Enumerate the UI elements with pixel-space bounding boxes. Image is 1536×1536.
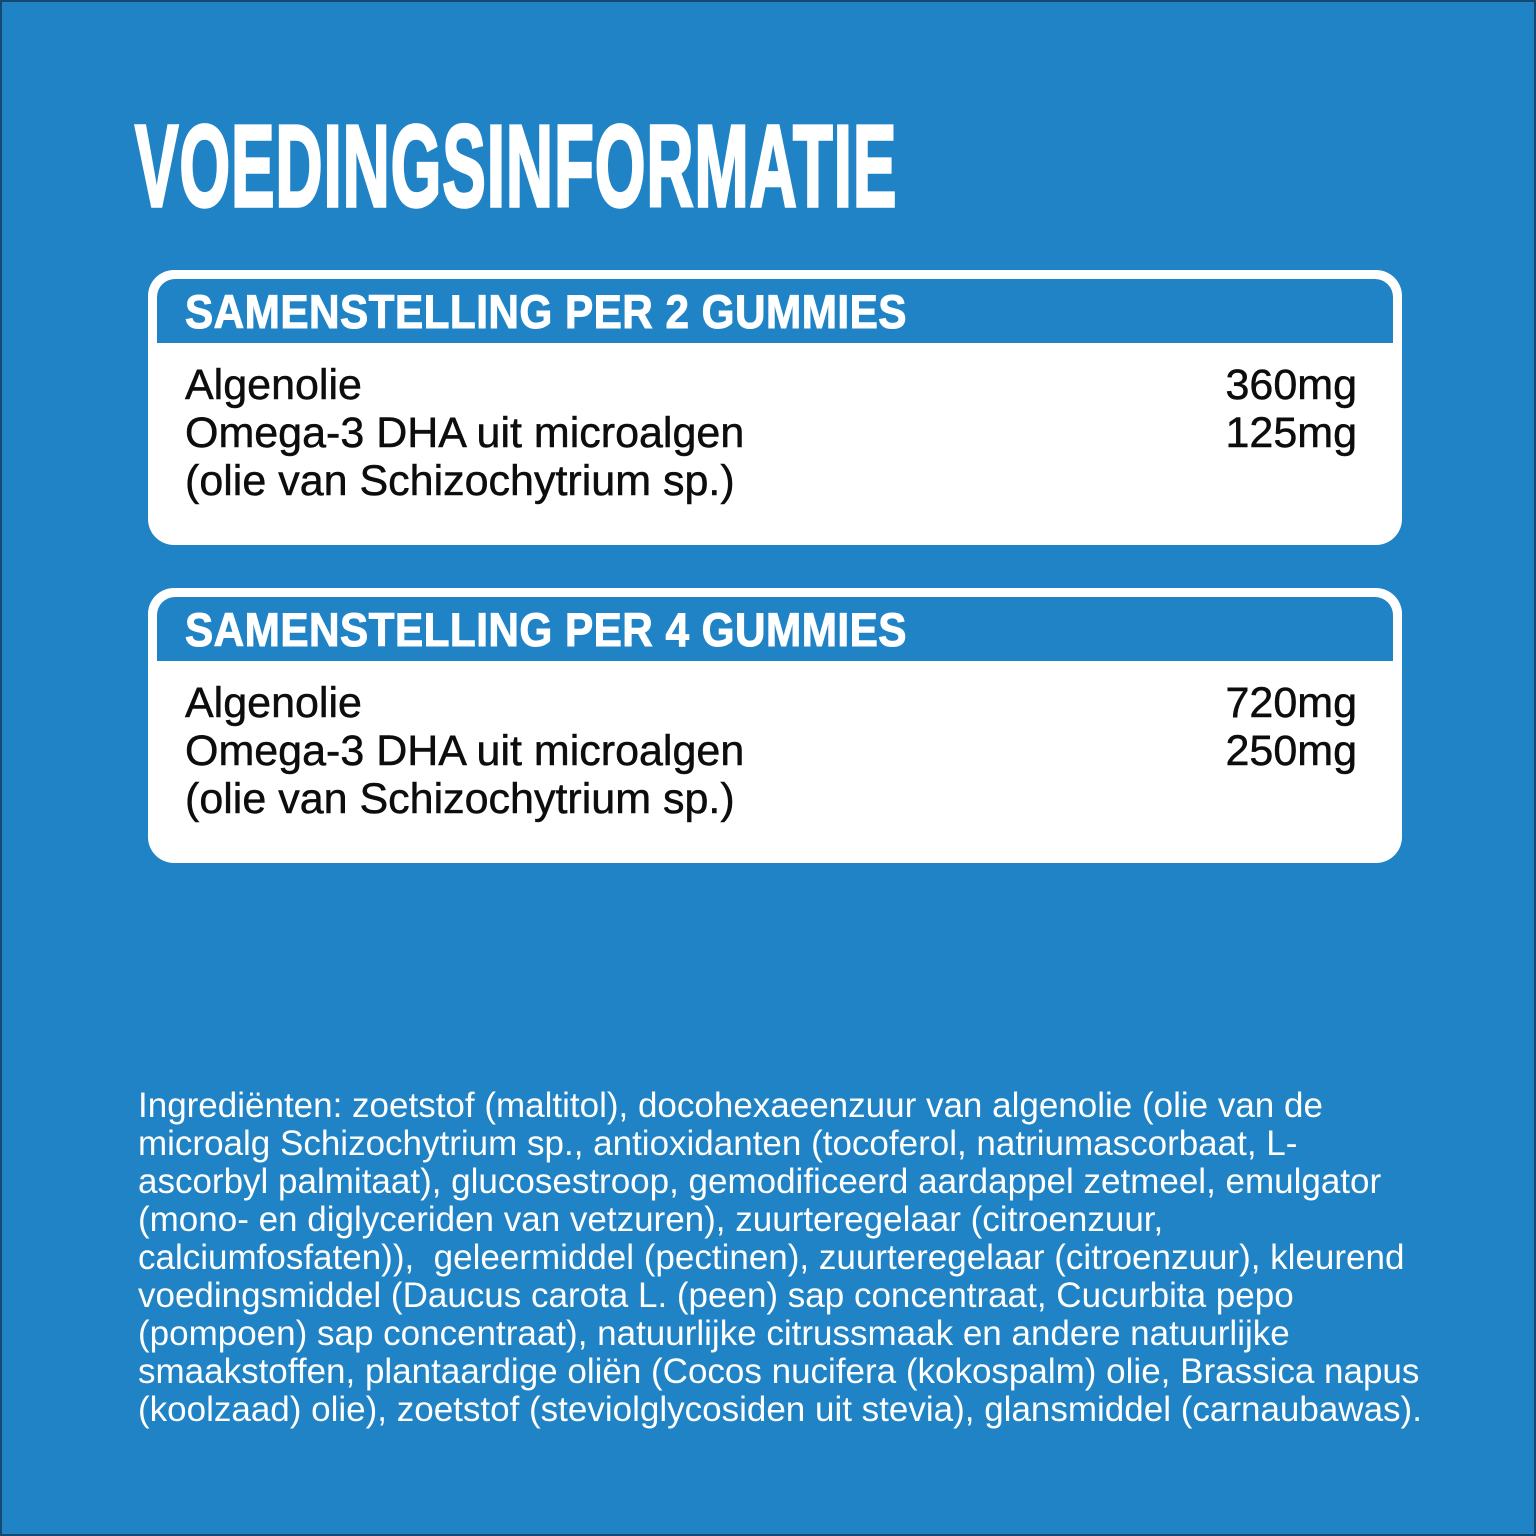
panel-header-per-2-gummies: [157, 279, 1393, 343]
nutrient-value: 360mg: [1225, 361, 1357, 409]
ingredients-line: (mono- en diglyceriden van vetzuren), zuurteregelaar (citroenzuur,: [138, 1200, 1164, 1239]
ingredients-line: (pompoen) sap concentraat), natuurlijke citrussmaak en andere natuurlijke: [138, 1314, 1290, 1353]
nutrient-label: Algenolie: [185, 361, 362, 409]
nutrient-value: 250mg: [1225, 727, 1357, 775]
page-title-text: VOEDINGSINFORMATIE: [135, 101, 898, 231]
ingredients-line: Ingrediënten: zoetstof (maltitol), docohexaeenzuur van algenolie (olie van de: [138, 1086, 1323, 1125]
composition-panel-per-4-gummies: [148, 588, 1402, 863]
ingredients-line: smaakstoffen, plantaardige oliën (Cocos nucifera (kokospalm) olie, Brassica napus: [138, 1352, 1420, 1391]
composition-panel-per-2-gummies: [148, 270, 1402, 545]
ingredients-line: calciumfosfaten)), geleermiddel (pectinen), zuurteregelaar (citroenzuur), kleurend: [138, 1238, 1405, 1277]
nutrient-label: Omega-3 DHA uit microalgen: [185, 409, 745, 457]
nutrient-row: [185, 457, 1357, 505]
ingredients-paragraph: [138, 1087, 1518, 1429]
panel-body: [148, 343, 1402, 505]
ingredients-line: ascorbyl palmitaat), glucosestroop, gemodificeerd aardappel zetmeel, emulgator: [138, 1162, 1382, 1201]
nutrient-label: (olie van Schizochytrium sp.): [185, 775, 735, 823]
page-title: [135, 101, 1496, 231]
nutrient-value: 720mg: [1225, 679, 1357, 727]
nutrient-row: [185, 727, 1357, 775]
ingredients-line: (koolzaad) olie), zoetstof (steviolglycosiden uit stevia), glansmiddel (carnaubawas).: [138, 1390, 1422, 1429]
panel-header-text: SAMENSTELLING PER 4 GUMMIES: [185, 602, 907, 656]
panel-body: [148, 661, 1402, 823]
nutrient-row: [185, 361, 1357, 409]
nutrient-label: Algenolie: [185, 679, 362, 727]
ingredients-line: microalg Schizochytrium sp., antioxidanten (tocoferol, natriumascorbaat, L-: [138, 1124, 1298, 1163]
nutrient-label: Omega-3 DHA uit microalgen: [185, 727, 745, 775]
ingredients-line: voedingsmiddel (Daucus carota L. (peen) sap concentraat, Cucurbita pepo: [138, 1276, 1294, 1315]
panel-header-per-4-gummies: [157, 597, 1393, 661]
nutrient-row: [185, 775, 1357, 823]
nutrient-row: [185, 409, 1357, 457]
panel-header-text: SAMENSTELLING PER 2 GUMMIES: [185, 284, 907, 338]
nutrient-row: [185, 679, 1357, 727]
nutrient-value: 125mg: [1225, 409, 1357, 457]
nutrient-label: (olie van Schizochytrium sp.): [185, 457, 735, 505]
